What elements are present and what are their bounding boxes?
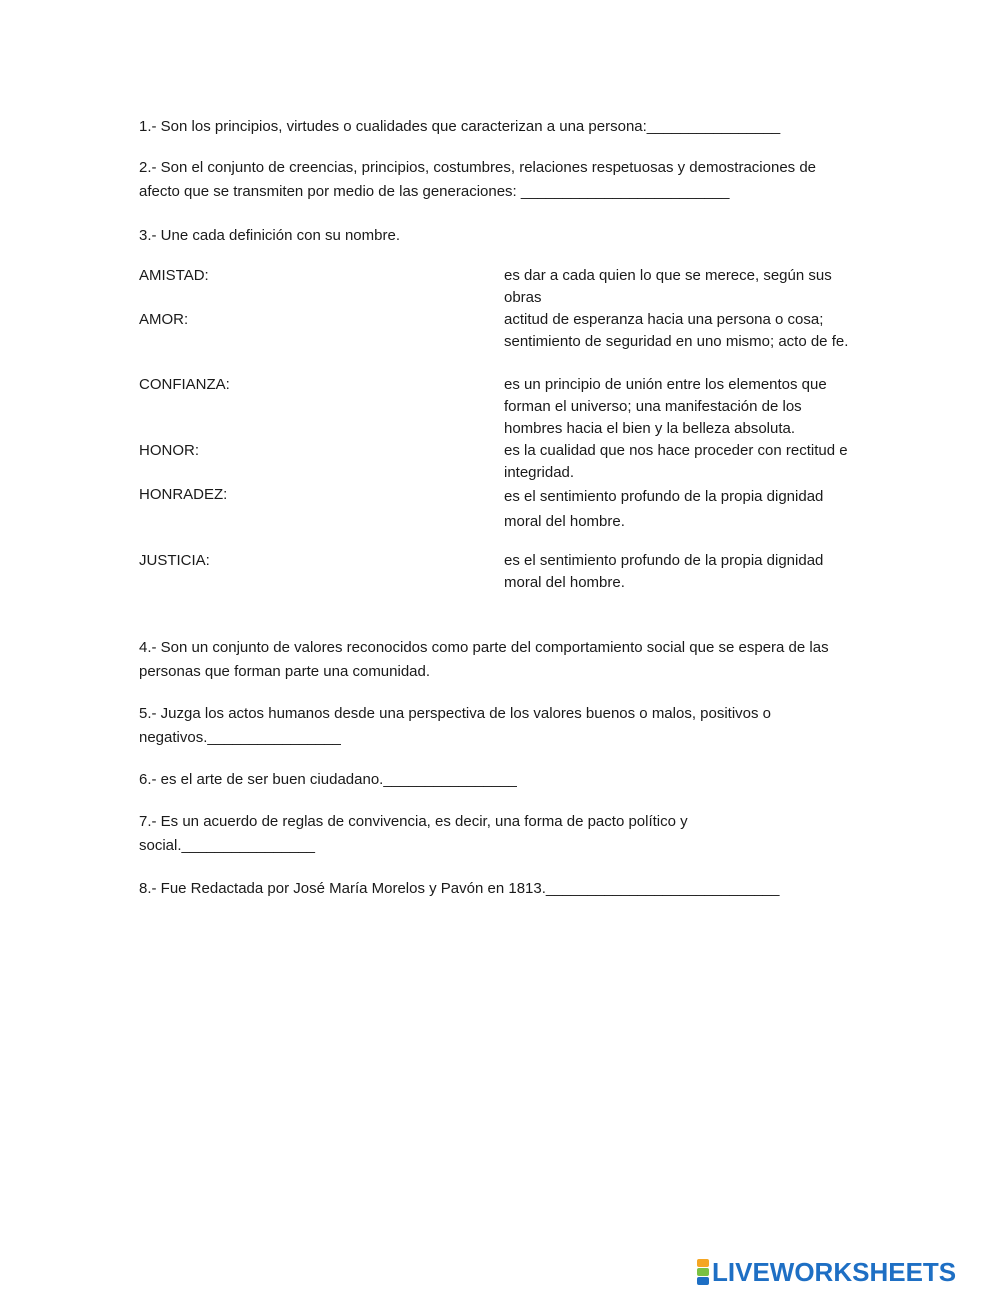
- matching-definition: es el sentimiento profundo de la propia dignidad moral del hombre.: [504, 488, 824, 530]
- question-6: 6.- es el arte de ser buen ciudadano.________________: [139, 771, 517, 788]
- liveworksheets-logo: [697, 1258, 956, 1286]
- matching-term: CONFIANZA:: [139, 376, 230, 393]
- question-1: 1.- Son los principios, virtudes o cualidades que caracterizan a una persona:________________: [139, 118, 781, 135]
- question-5: 5.- Juzga los actos humanos desde una perspectiva de los valores buenos o malos, positivos o negativos.________________: [139, 705, 772, 746]
- matching-definition: es el sentimiento profundo de la propia dignidad moral del hombre.: [504, 552, 824, 591]
- matching-definition: actitud de esperanza hacia una persona o cosa; sentimiento de seguridad en uno mismo; acto de fe.: [504, 311, 849, 350]
- matching-term: HONOR:: [139, 442, 199, 459]
- matching-term: HONRADEZ:: [139, 486, 228, 503]
- matching-term: AMOR:: [139, 311, 189, 328]
- question-2: 2.- Son el conjunto de creencias, principios, costumbres, relaciones respetuosas y demostraciones de afecto que se transmiten por medio de las generaciones: _________________________: [139, 159, 817, 200]
- question-3: 3.- Une cada definición con su nombre.: [139, 227, 400, 244]
- matching-term: AMISTAD:: [139, 267, 209, 284]
- matching-definition: es la cualidad que nos hace proceder con rectitud e integridad.: [504, 442, 848, 481]
- question-7: 7.- Es un acuerdo de reglas de convivencia, es decir, una forma de pacto político y social.________________: [139, 813, 688, 854]
- matching-definition: es un principio de unión entre los elementos que forman el universo; una manifestación de los hombres hacia el bien y la belleza absoluta.: [504, 376, 827, 437]
- matching-definition: es dar a cada quien lo que se merece, según sus obras: [504, 267, 832, 306]
- matching-term: JUSTICIA:: [139, 552, 210, 569]
- logo-blocks-icon: [697, 1259, 709, 1285]
- question-8: 8.- Fue Redactada por José María Morelos y Pavón en 1813.____________________________: [139, 880, 780, 897]
- logo-text: LIVEWORKSHEETS: [712, 1257, 957, 1287]
- question-4: 4.- Son un conjunto de valores reconocidos como parte del comportamiento social que se espera de las personas que forman parte una comunidad.: [139, 639, 829, 680]
